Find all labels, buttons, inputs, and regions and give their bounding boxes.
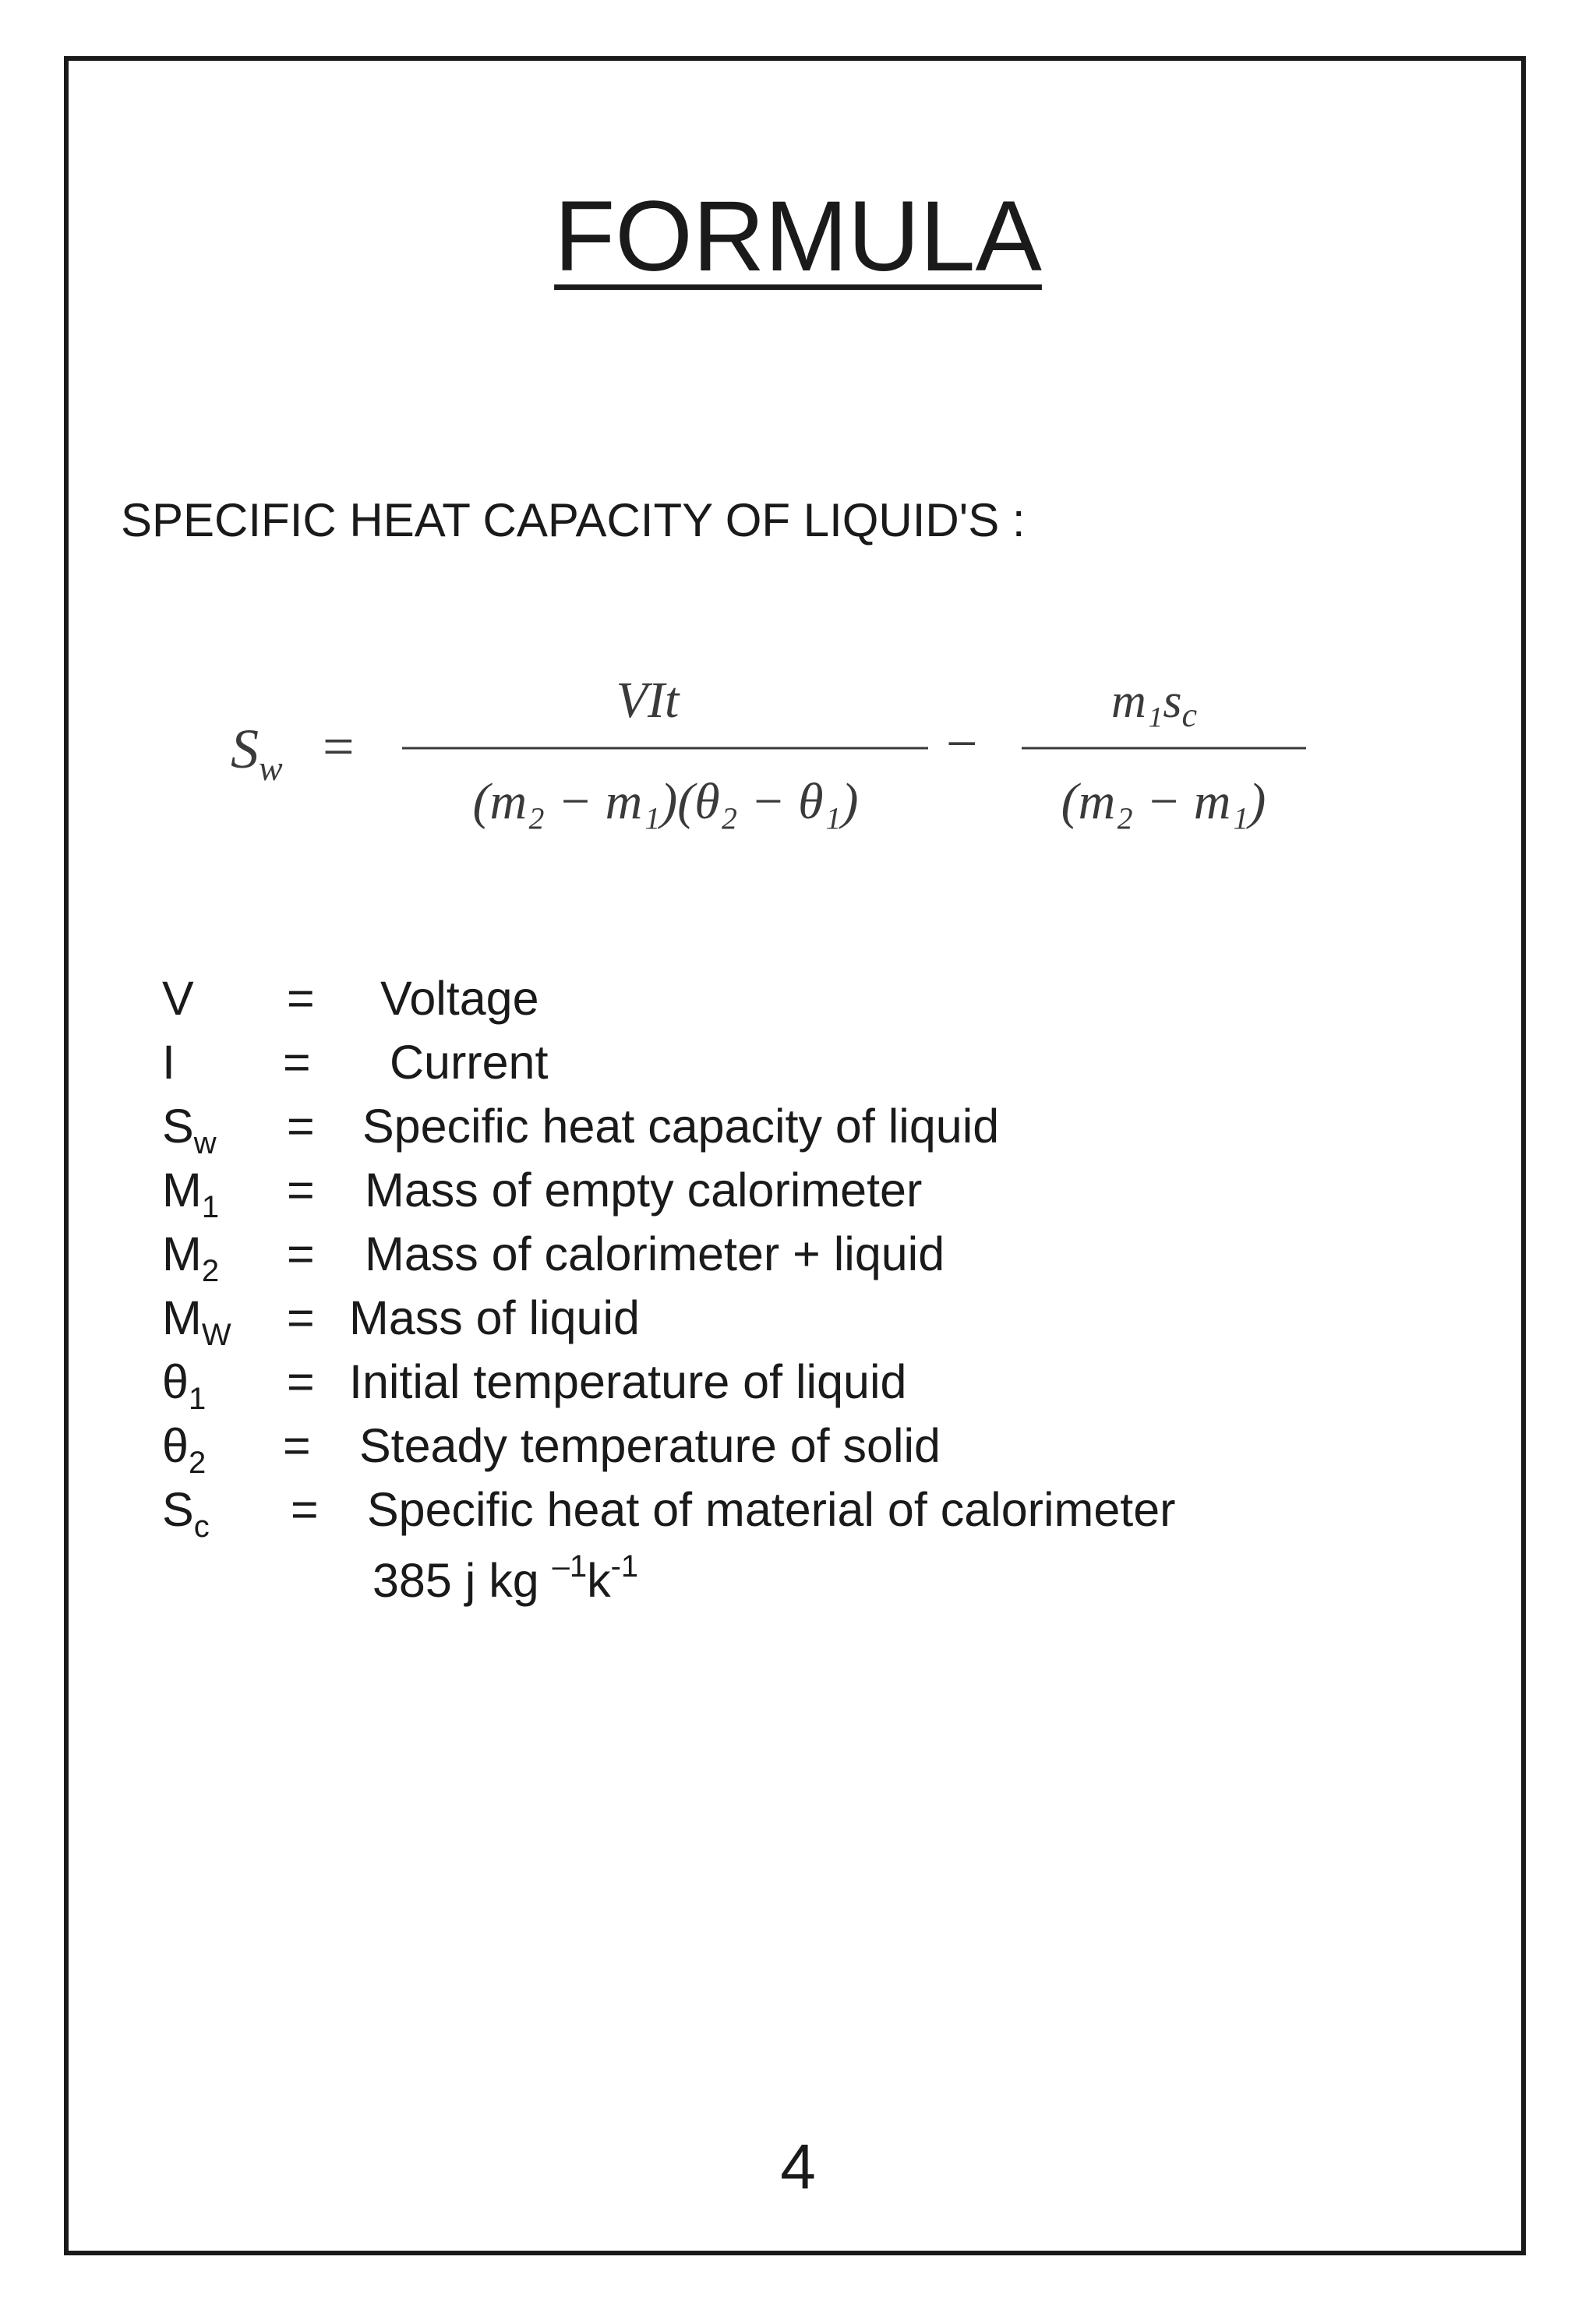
definition-symbol: I: [162, 1036, 175, 1089]
definition-symbol: $\theta_2$: [162, 1419, 207, 1480]
formula-term2-numerator: m₁sc: [1111, 675, 1197, 734]
definition-text: Mass of empty calorimeter: [365, 1164, 923, 1217]
definition-symbol: $S_w$: [162, 1100, 217, 1160]
formula-equation: [231, 670, 1322, 857]
definition-equals: =: [283, 1036, 311, 1089]
definition-text: Specific heat capacity of liquid: [362, 1100, 1000, 1153]
definition-symbol: $S_c$: [162, 1483, 210, 1544]
section-heading: SPECIFIC HEAT CAPACITY OF LIQUID'S :: [121, 494, 1026, 546]
page-title: FORMULA: [554, 181, 1042, 292]
formula-term2-denominator: (m₂ − m₁): [1061, 773, 1266, 830]
page-number: 4: [780, 2131, 816, 2202]
definition-text: Voltage: [380, 972, 539, 1025]
formula-term1-numerator: VIt: [616, 672, 680, 729]
definition-symbol: $M_2$: [162, 1227, 220, 1288]
definition-text: Current: [390, 1036, 549, 1089]
definition-text: Steady temperature of solid: [359, 1419, 941, 1472]
definition-symbol: $\theta_1$: [162, 1355, 207, 1416]
formula-equals: =: [323, 715, 355, 778]
definition-equals: =: [287, 1227, 315, 1280]
definition-equals: =: [287, 972, 315, 1025]
definition-text: Initial temperature of liquid: [349, 1355, 907, 1408]
definition-text: Mass of liquid: [349, 1291, 640, 1344]
definition-equals: =: [283, 1419, 311, 1472]
definition-symbol: $M_W$: [162, 1291, 231, 1352]
definition-equals: =: [287, 1164, 315, 1217]
definition-equals: =: [287, 1291, 315, 1344]
definition-symbol: V: [162, 972, 194, 1025]
definition-equals: =: [287, 1100, 315, 1153]
definition-text: Mass of calorimeter + liquid: [365, 1227, 945, 1280]
formula-minus: −: [946, 712, 978, 775]
specific-heat-value: 385 j kg $^{-1}k^{-1}$: [373, 1549, 639, 1607]
definition-equals: =: [291, 1483, 319, 1536]
definition-symbol: $M_1$: [162, 1164, 220, 1224]
formula-lhs: $S_w$: [231, 718, 283, 788]
definition-text: Specific heat of material of calorimeter: [367, 1483, 1176, 1536]
formula-term1-denominator: (m₂ − m₁)(θ₂ − θ₁): [472, 773, 859, 830]
definition-equals: =: [287, 1355, 315, 1408]
